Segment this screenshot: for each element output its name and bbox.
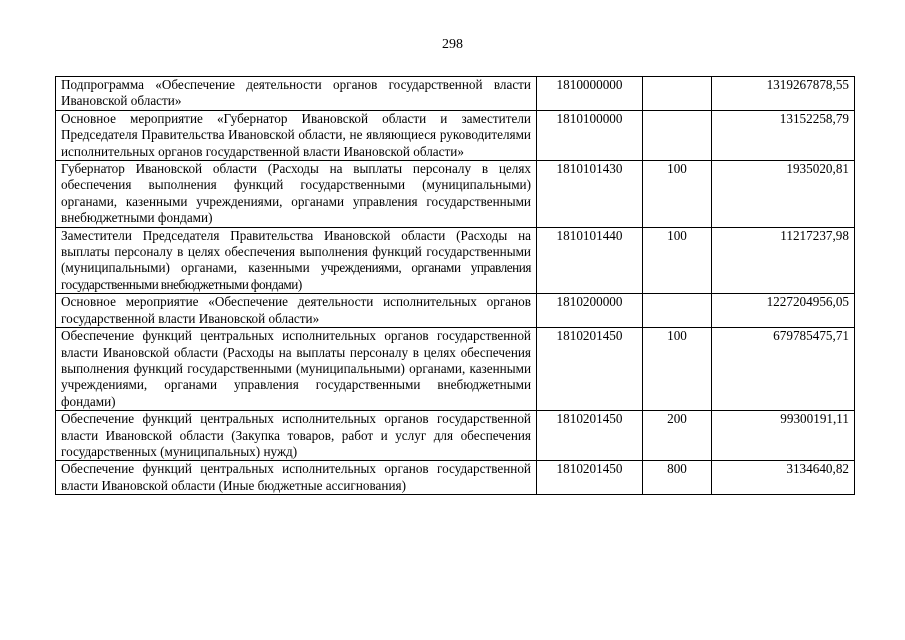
amount-cell: 13152258,79 (712, 110, 855, 160)
amount-cell: 11217237,98 (712, 227, 855, 294)
target-code-cell: 1810201450 (537, 461, 643, 495)
amount-cell: 1935020,81 (712, 161, 855, 228)
target-code-cell: 1810200000 (537, 294, 643, 328)
table-row (56, 77, 855, 111)
page-number: 298 (442, 37, 463, 52)
target-code-cell: 1810101430 (537, 161, 643, 228)
amount-cell: 679785475,71 (712, 328, 855, 411)
expense-type-cell: 100 (643, 161, 712, 228)
program-name-text: Заместители Председателя Правительства Ивановской области (Расходы на выплаты персоналу в целях обеспечения выполнения функций государственными (муниципальными) органами, казенными (61, 227, 531, 276)
program-name-cell: Обеспечение функций центральных исполнительных органов государственной власти Ивановской области (Иные бюджетные ассигнования) (56, 461, 537, 495)
target-code-cell: 1810100000 (537, 110, 643, 160)
program-name-tail: учреждениями, органами управления государственными внебюджетными фондами) (61, 260, 531, 292)
expense-type-cell: 100 (643, 227, 712, 294)
table-row (56, 110, 855, 160)
target-code-cell: 1810201450 (537, 328, 643, 411)
expense-type-cell (643, 110, 712, 160)
program-name-cell (56, 227, 537, 294)
amount-cell: 3134640,82 (712, 461, 855, 495)
target-code-cell: 1810101440 (537, 227, 643, 294)
budget-table (55, 76, 855, 495)
amount-cell: 1227204956,05 (712, 294, 855, 328)
table-row (56, 161, 855, 228)
target-code-cell: 1810201450 (537, 411, 643, 461)
table-row (56, 227, 855, 294)
amount-cell: 99300191,11 (712, 411, 855, 461)
expense-type-cell (643, 77, 712, 111)
expense-type-cell (643, 294, 712, 328)
program-name-cell: Обеспечение функций центральных исполнительных органов государственной власти Ивановской области (Расходы на выплаты персоналу в целях обеспечения выполнения функций государственными (муниципальными) органами, казенными учреждениями, органами управления государственными внебюджетными фондами) (56, 328, 537, 411)
table-row (56, 461, 855, 495)
program-name-cell: Обеспечение функций центральных исполнительных органов государственной власти Ивановской области (Закупка товаров, работ и услуг для обеспечения государственных (муниципальных) нужд) (56, 411, 537, 461)
program-name-cell: Основное мероприятие «Губернатор Ивановской области и заместители Председателя Правительства Ивановской области, не являющиеся руководителями исполнительных органов государственной власти Ивановской области» (56, 110, 537, 160)
program-name-cell: Подпрограмма «Обеспечение деятельности органов государственной власти Ивановской области» (56, 77, 537, 111)
expense-type-cell: 200 (643, 411, 712, 461)
program-name-cell: Губернатор Ивановской области (Расходы на выплаты персоналу в целях обеспечения выполнения функций государственными (муниципальными) органами, казенными учреждениями, органами управления государственными внебюджетными фондами) (56, 161, 537, 228)
table-row (56, 411, 855, 461)
table-row (56, 294, 855, 328)
expense-type-cell: 800 (643, 461, 712, 495)
target-code-cell: 1810000000 (537, 77, 643, 111)
program-name-cell: Основное мероприятие «Обеспечение деятельности исполнительных органов государственной власти Ивановской области» (56, 294, 537, 328)
expense-type-cell: 100 (643, 328, 712, 411)
table-row (56, 328, 855, 411)
amount-cell: 1319267878,55 (712, 77, 855, 111)
